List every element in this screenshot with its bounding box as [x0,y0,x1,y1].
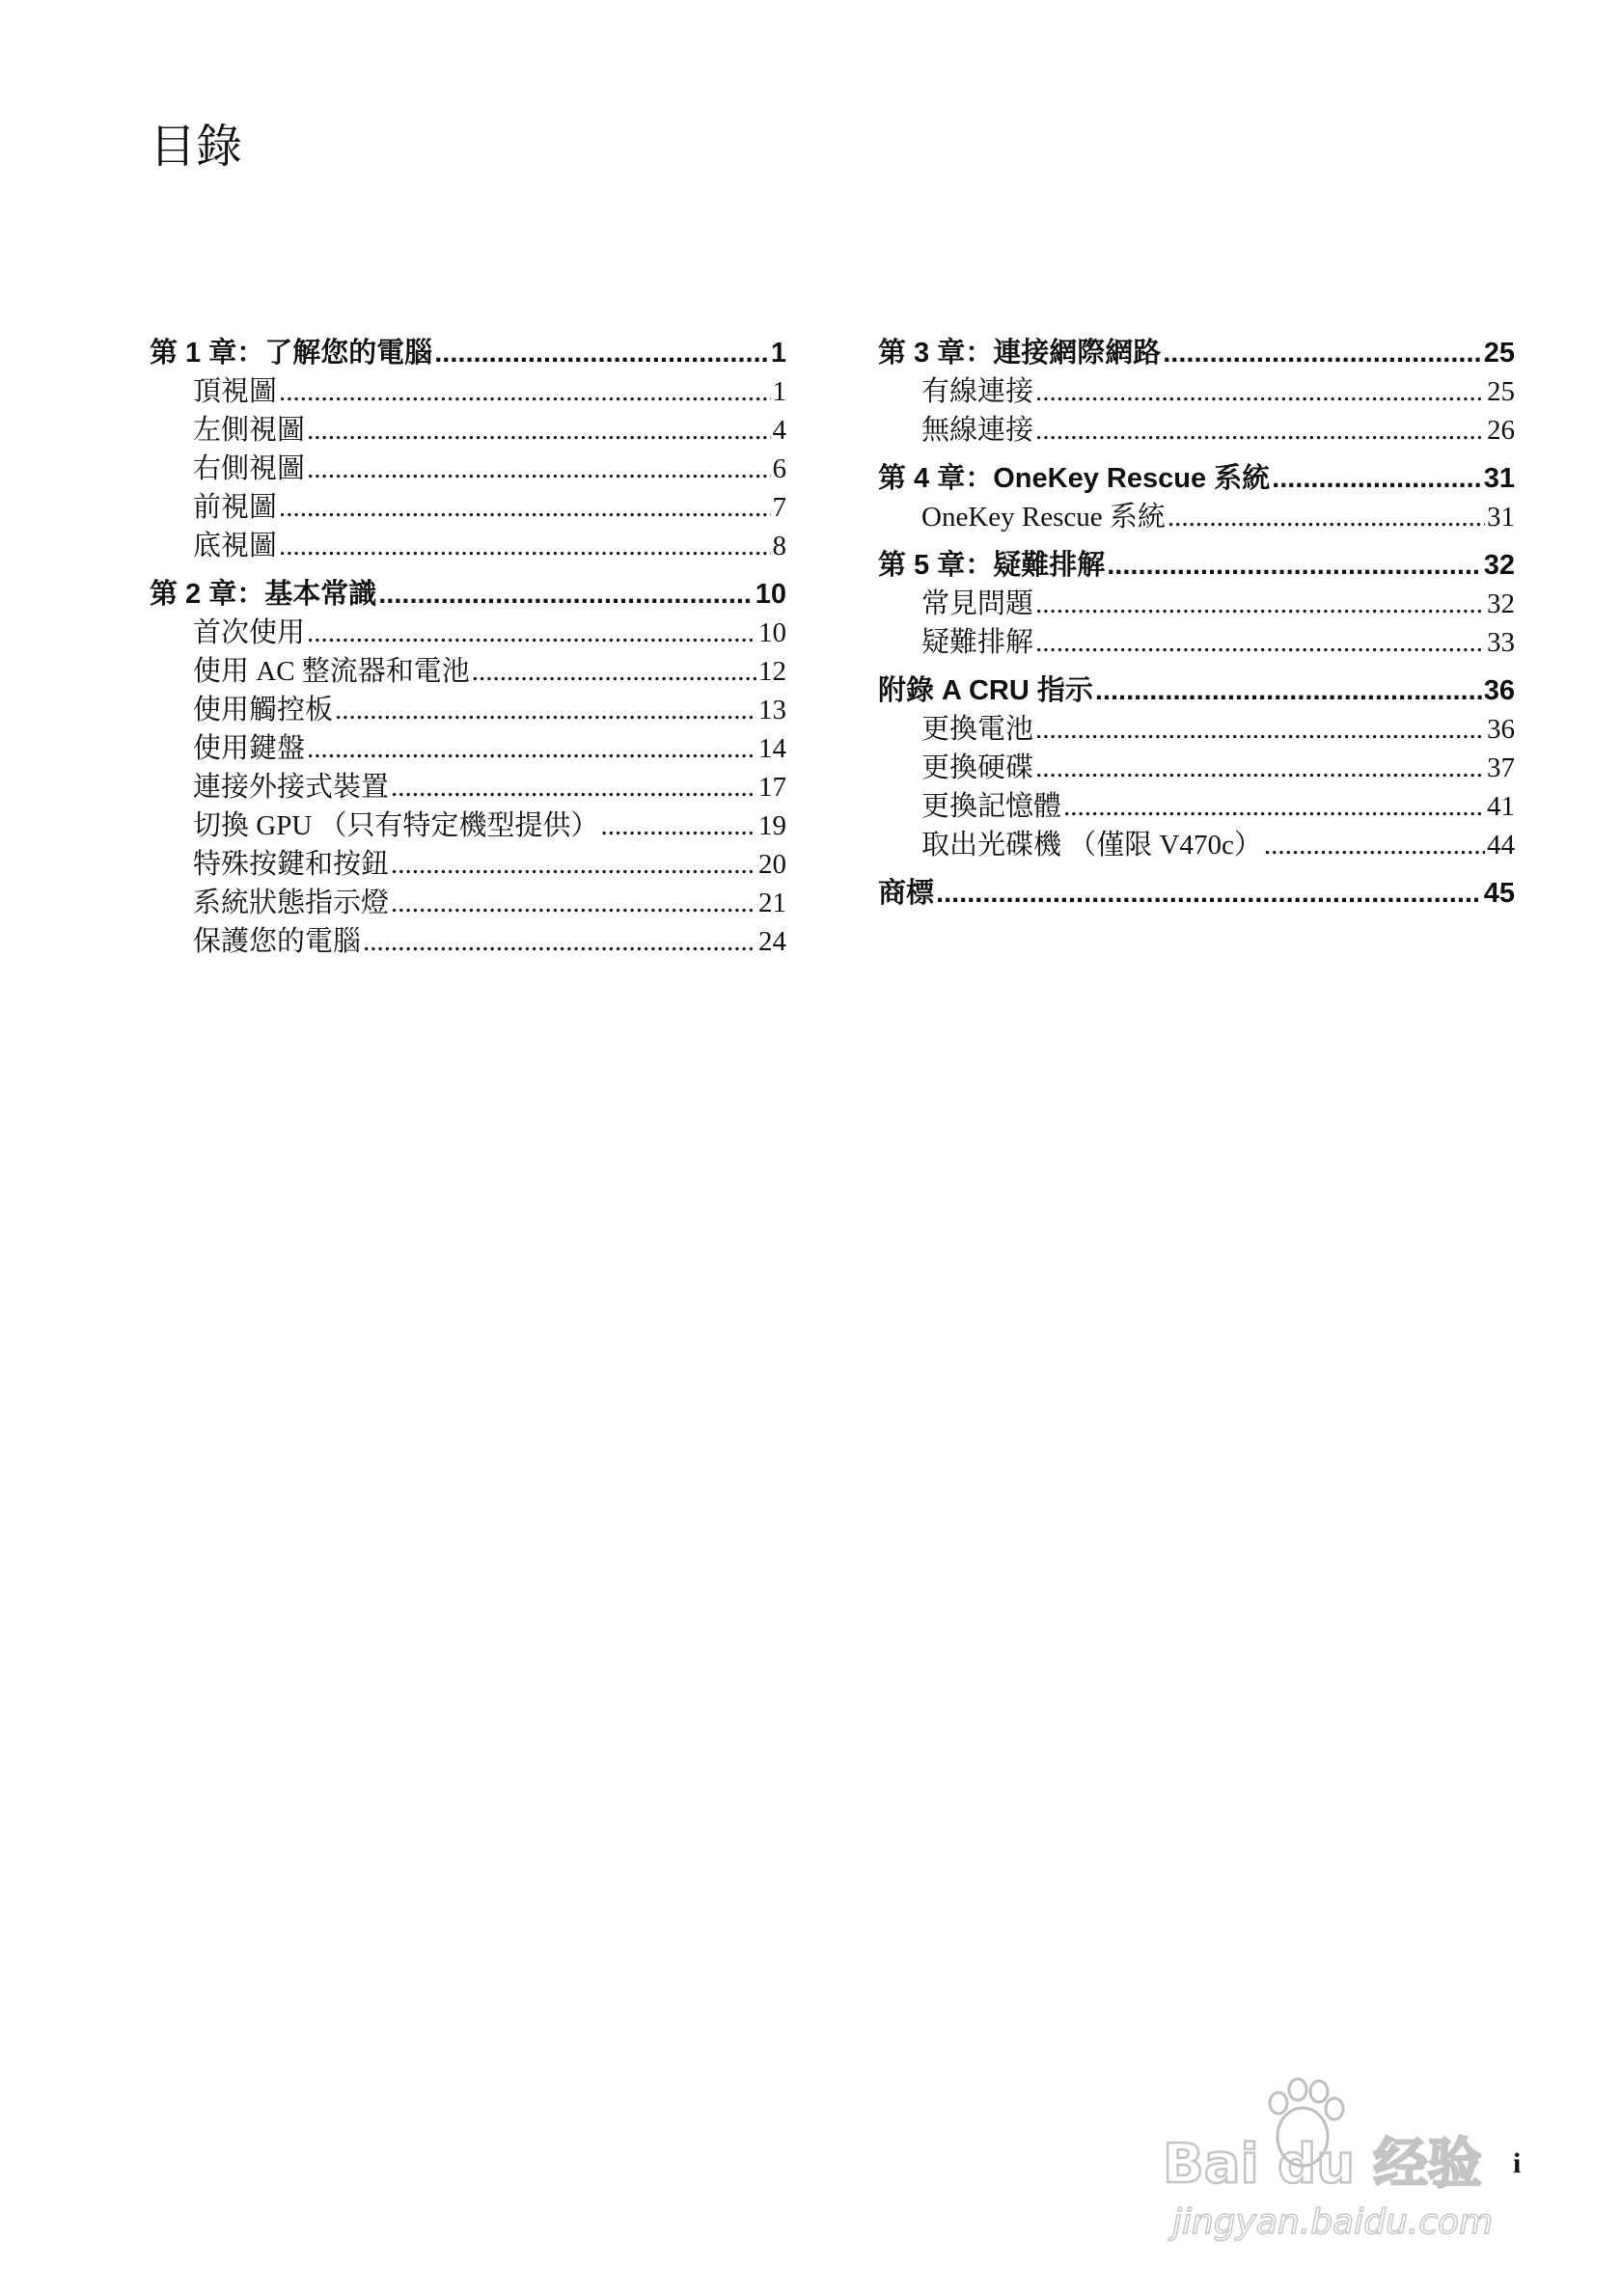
toc-entry-label: 保護您的電腦 [193,926,362,957]
toc-dot-leader [391,845,756,884]
toc-entry-page: 26 [1487,415,1515,446]
toc-entry-page: 31 [1483,463,1515,494]
toc-dot-leader [1035,411,1485,450]
toc-entry-page: 37 [1487,752,1515,783]
toc-entry-label: 第 1 章：了解您的電腦 [150,338,433,369]
toc-dot-leader [307,450,770,488]
toc-entry-label: 有線連接 [921,376,1034,407]
toc-entry-label: 系統狀態指示燈 [193,888,390,918]
toc-entry-page: 17 [758,772,786,803]
toc-entry-label: 右側視圖 [193,453,306,484]
toc-entry-page: 36 [1483,675,1515,706]
toc-entry-page: 1 [770,338,786,369]
toc-dot-leader [1095,671,1482,710]
toc-dot-leader [307,729,756,768]
toc-entry-page: 32 [1483,550,1515,581]
toc-entry-page: 32 [1487,588,1515,619]
toc-dot-leader [1168,498,1485,536]
toc-entry-label: 取出光碟機 （僅限 V470c） [921,830,1262,861]
toc-section-entry [878,623,1515,662]
toc-right-column [878,334,1515,913]
toc-entry-label: 第 3 章：連接網際網路 [878,338,1162,369]
baidu-watermark [1153,2055,1558,2248]
toc-section-entry [150,488,786,527]
toc-entry-label: 連接外接式裝置 [193,772,390,803]
toc-dot-leader [1272,459,1482,498]
toc-entry-label: 附錄 A CRU 指示 [878,675,1093,706]
toc-entry-page: 10 [758,617,786,648]
toc-entry-label: 商標 [878,878,935,909]
toc-section-entry [150,614,786,652]
toc-entry-label: 常見問題 [921,588,1034,619]
toc-dot-leader [378,575,753,614]
toc-section-entry [150,411,786,450]
toc-section-entry [878,372,1515,411]
toc-entry-page: 1 [772,376,786,407]
toc-entry-page: 25 [1483,338,1515,369]
toc-entry-label: 底視圖 [193,531,278,561]
toc-section-entry [878,585,1515,623]
toc-entry-label: 更換電池 [921,714,1034,745]
toc-section-entry [878,411,1515,450]
toc-entry-page: 19 [758,810,786,841]
toc-chapter-entry [878,459,1515,498]
toc-chapter-entry [878,874,1515,913]
toc-dot-leader [1035,749,1485,787]
toc-entry-label: 更換硬碟 [921,752,1034,783]
toc-section-entry [878,749,1515,787]
toc-entry-label: 切換 GPU （只有特定機型提供） [193,810,599,841]
toc-entry-label: 疑難排解 [921,627,1034,658]
toc-entry-page: 25 [1487,376,1515,407]
toc-dot-leader [307,614,756,652]
toc-section-entry [150,768,786,806]
toc-section-entry [150,922,786,961]
toc-entry-label: 使用觸控板 [193,695,334,725]
toc-dot-leader [1035,623,1485,662]
toc-left-column [150,334,786,961]
toc-entry-page: 24 [758,926,786,957]
toc-chapter-entry [878,334,1515,372]
toc-entry-label: 特殊按鍵和按鈕 [193,849,390,880]
toc-entry-label: 前視圖 [193,492,278,523]
toc-entry-label: 左側視圖 [193,415,306,446]
toc-entry-page: 31 [1487,502,1515,533]
toc-entry-page: 6 [772,453,786,484]
toc-section-entry [878,787,1515,826]
toc-chapter-entry [150,575,786,614]
toc-entry-page: 20 [758,849,786,880]
toc-entry-label: 使用 AC 整流器和電池 [193,656,470,687]
toc-dot-leader [279,372,770,411]
toc-dot-leader [1063,787,1485,826]
toc-chapter-entry [878,546,1515,585]
toc-entry-page: 21 [758,888,786,918]
toc-entry-page: 41 [1487,791,1515,822]
watermark-url: jingyan.baidu.com [1172,2202,1494,2242]
toc-section-entry [150,652,786,691]
toc-section-entry [150,372,786,411]
toc-section-entry [878,710,1515,749]
toc-dot-leader [307,411,770,450]
page-number: i [1513,2147,1522,2179]
toc-entry-label: 更換記憶體 [921,791,1062,822]
toc-dot-leader [936,874,1482,913]
toc-entry-page: 7 [772,492,786,523]
toc-section-entry [150,884,786,922]
toc-entry-page: 4 [772,415,786,446]
toc-dot-leader [1163,334,1481,372]
toc-section-entry [878,498,1515,536]
watermark-brand: Bai du 经验 [1163,2133,1482,2196]
toc-entry-page: 36 [1487,714,1515,745]
toc-dot-leader [279,488,770,527]
toc-dot-leader [1264,826,1485,864]
toc-dot-leader [434,334,769,372]
toc-entry-label: 頂視圖 [193,376,278,407]
toc-entry-page: 13 [758,695,786,725]
toc-chapter-entry [878,671,1515,710]
toc-entry-label: 第 2 章：基本常識 [150,579,377,610]
toc-dot-leader [391,768,756,806]
toc-dot-leader [601,806,756,845]
toc-dot-leader [363,922,756,961]
toc-dot-leader [279,527,770,565]
toc-section-entry [150,691,786,729]
toc-entry-label: 第 4 章：OneKey Rescue 系統 [878,463,1271,494]
toc-entry-page: 12 [758,656,786,687]
toc-section-entry [150,527,786,565]
toc-section-entry [150,450,786,488]
toc-dot-leader [391,884,756,922]
page-title: 目錄 [150,120,243,174]
toc-dot-leader [1035,372,1485,411]
toc-entry-label: 第 5 章：疑難排解 [878,550,1106,581]
toc-dot-leader [1107,546,1481,585]
toc-entry-page: 10 [755,579,786,610]
toc-entry-label: OneKey Rescue 系統 [921,502,1166,533]
toc-entry-label: 無線連接 [921,415,1034,446]
toc-section-entry [150,845,786,884]
toc-entry-page: 33 [1487,627,1515,658]
toc-entry-label: 使用鍵盤 [193,733,306,764]
toc-dot-leader [335,691,756,729]
toc-dot-leader [1035,710,1485,749]
toc-entry-page: 8 [772,531,786,561]
toc-entry-page: 44 [1487,830,1515,861]
toc-entry-page: 45 [1483,878,1515,909]
toc-section-entry [150,806,786,845]
toc-section-entry [150,729,786,768]
toc-section-entry [878,826,1515,864]
toc-chapter-entry [150,334,786,372]
toc-dot-leader [472,652,756,691]
toc-dot-leader [1035,585,1485,623]
toc-entry-page: 14 [758,733,786,764]
toc-entry-label: 首次使用 [193,617,306,648]
